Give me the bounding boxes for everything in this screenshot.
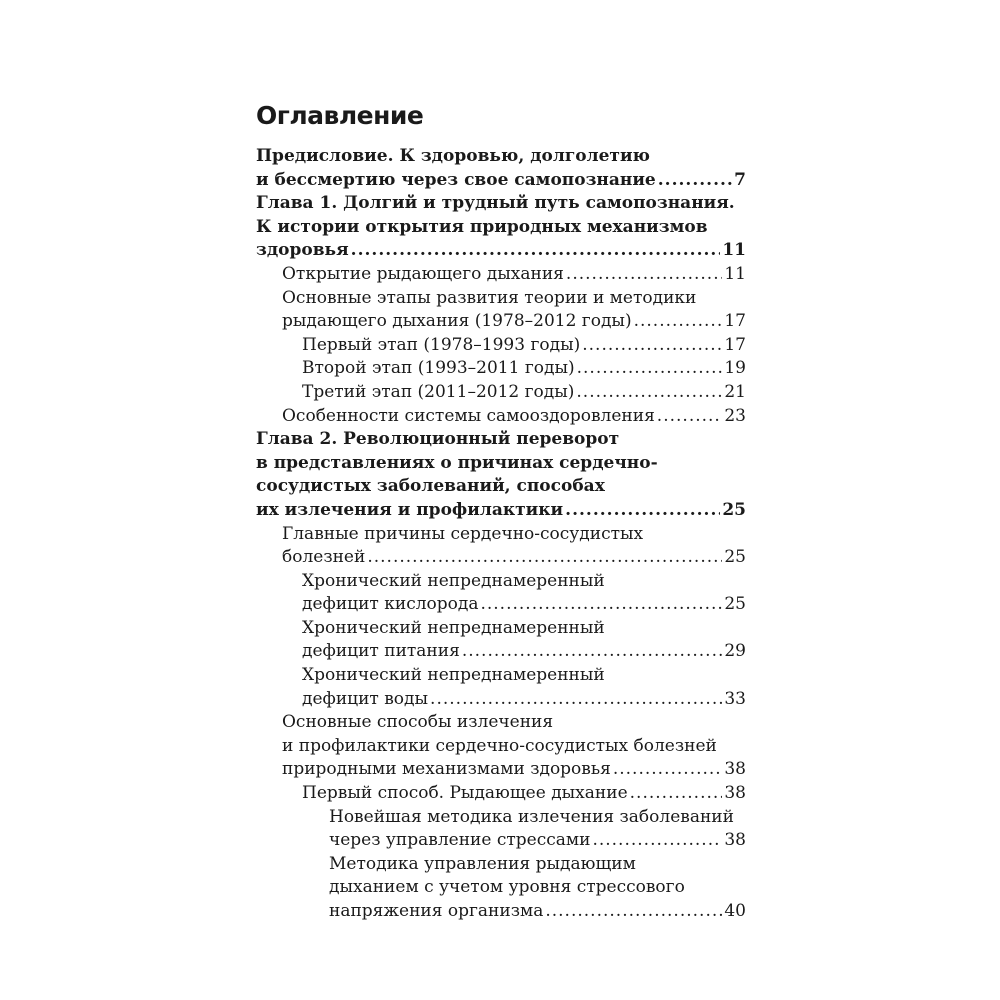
page-number: 25 — [724, 547, 746, 568]
toc-entry-causes: болезней ..... 25 — [256, 546, 746, 570]
toc-entry-control-line1: Методика управления рыдающим — [329, 853, 636, 874]
toc-entry-chapter2-line3: сосудистых заболеваний, способах — [256, 476, 605, 497]
toc-entry-chapter1: здоровья ..... 11 — [256, 239, 746, 263]
leader-dots — [565, 499, 720, 523]
leader-dots — [577, 357, 723, 381]
toc-entry-preface-line1: Предисловие. К здоровью, долголетию — [256, 146, 650, 166]
leader-dots — [634, 310, 723, 334]
toc-entry-stages-line1: Основные этапы развития теории и методики — [282, 287, 697, 308]
toc-entry-causes-line1: Главные причины сердечно-сосудистых — [282, 523, 644, 544]
table-of-contents — [256, 145, 746, 924]
toc-heading: Оглавление — [256, 101, 424, 130]
leader-dots — [658, 169, 732, 193]
toc-entry-first-method: Первый способ. Рыдающее дыхание ..... 38 — [256, 782, 746, 806]
toc-entry-discovery: Открытие рыдающего дыхания ..... 11 — [256, 263, 746, 287]
toc-entry-newest-line1: Новейшая методика излечения заболеваний — [329, 806, 734, 827]
toc-entry-methods-line2: и профилактики сердечно-сосудистых болезней — [282, 735, 717, 756]
page-number: 33 — [724, 688, 746, 709]
page-number: 25 — [724, 594, 746, 615]
page-number: 19 — [724, 358, 746, 379]
toc-entry-nutrition: дефицит питания ..... 29 — [256, 640, 746, 664]
leader-dots — [430, 688, 722, 712]
page-number: 40 — [724, 901, 746, 921]
page-number: 11 — [724, 263, 746, 284]
toc-entry-oxygen-line1: Хронический непреднамеренный — [302, 570, 605, 591]
toc-entry-chapter1-line1: Глава 1. Долгий и трудный путь самопознания. — [256, 193, 735, 214]
page-number: 38 — [724, 783, 746, 804]
page-number: 17 — [724, 334, 746, 355]
toc-entry-second-stage: Второй этап (1993–2011 годы) ..... 19 — [256, 357, 746, 381]
leader-dots — [576, 381, 722, 405]
leader-dots — [566, 263, 722, 287]
toc-entry-water-line1: Хронический непреднамеренный — [302, 665, 605, 686]
toc-entry-first-stage: Первый этап (1978–1993 годы) ..... 17 — [256, 334, 746, 358]
toc-entry-methods: природными механизмами здоровья ..... 38 — [256, 758, 746, 782]
leader-dots — [480, 593, 722, 617]
toc-entry-preface: и бессмертию через свое самопознание ..... 7 — [256, 169, 746, 193]
leader-dots — [630, 782, 723, 806]
page-number: 38 — [724, 830, 746, 851]
toc-entry-chapter2-line2: в представлениях о причинах сердечно- — [256, 452, 658, 473]
toc-entry-control: напряжения организма ..... 40 — [256, 900, 746, 924]
toc-entry-chapter2: их излечения и профилактики ..... 25 — [256, 499, 746, 523]
toc-entry-features: Особенности системы самооздоровления ..... 23 — [256, 405, 746, 429]
toc-entry-control-line2: дыханием с учетом уровня стрессового — [329, 877, 685, 898]
page-number: 17 — [724, 311, 746, 332]
leader-dots — [351, 239, 721, 263]
toc-entry-methods-line1: Основные способы излечения — [282, 712, 554, 733]
page-number: 11 — [722, 240, 746, 261]
toc-entry-chapter2-line1: Глава 2. Революционный переворот — [256, 429, 620, 450]
leader-dots — [582, 334, 722, 358]
toc-entry-third-stage: Третий этап (2011–2012 годы) ..... 21 — [256, 381, 746, 405]
page-number: 21 — [724, 381, 746, 402]
toc-entry-chapter1-line2: К истории открытия природных механизмов — [256, 216, 708, 237]
leader-dots — [592, 829, 722, 853]
page-number: 23 — [724, 405, 746, 426]
toc-entry-oxygen: дефицит кислорода ..... 25 — [256, 593, 746, 617]
page-number: 7 — [734, 169, 746, 190]
toc-entry-nutrition-line1: Хронический непреднамеренный — [302, 617, 605, 638]
page-number: 38 — [724, 759, 746, 780]
toc-entry-newest: через управление стрессами ..... 38 — [256, 829, 746, 853]
page-number: 25 — [722, 499, 746, 520]
leader-dots — [545, 900, 722, 924]
page-number: 29 — [724, 641, 746, 662]
toc-entry-water: дефицит воды ..... 33 — [256, 688, 746, 712]
toc-entry-stages: рыдающего дыхания (1978–2012 годы) ..... 17 — [256, 310, 746, 334]
leader-dots — [613, 758, 723, 782]
leader-dots — [367, 546, 722, 570]
leader-dots — [657, 405, 723, 429]
leader-dots — [462, 640, 723, 664]
